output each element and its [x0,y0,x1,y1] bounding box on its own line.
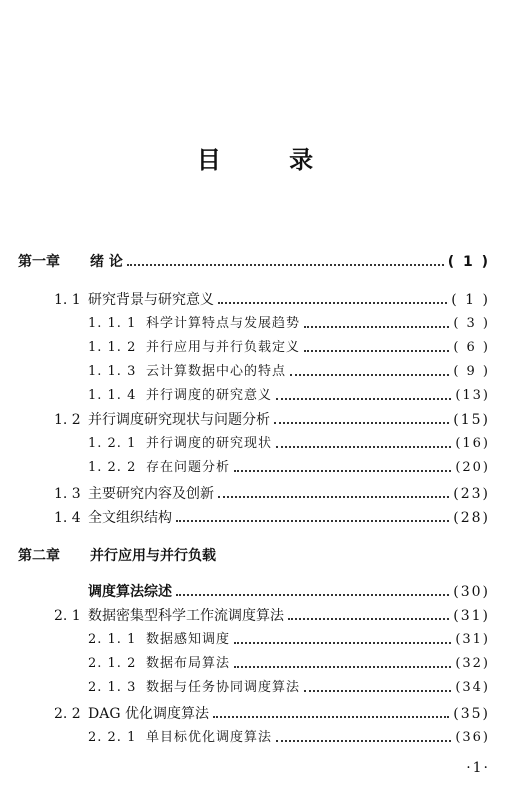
toc-entry-label: 并行应用与并行负载 [90,548,216,564]
toc-entry-number: 1. 1 [54,292,81,308]
toc-entry-page: (30) [453,584,490,600]
toc-entry-page: (31) [455,632,490,647]
toc-entry-number: 1. 4 [54,510,81,526]
toc-entry[interactable] [88,582,490,602]
toc-entry-number: 2. 1. 2 [88,656,137,671]
toc-entry-label: 并行应用与并行负载定义 [146,340,301,355]
toc-entry-page: (32) [455,656,490,671]
toc-entry-page: ( 1 ) [451,292,490,308]
toc-entry[interactable] [88,434,490,454]
toc-entry-page: (13) [455,388,490,403]
toc-entry-page: ( 3 ) [453,316,490,331]
page-title: 目 录 [196,145,344,174]
toc-entry-label: 全文组织结构 [88,510,172,526]
toc-entry-label: 数据密集型科学工作流调度算法 [88,608,284,624]
toc-entry-label: 调度算法综述 [88,584,172,600]
toc-entry[interactable] [88,386,490,406]
toc-leader-dots [176,594,449,596]
toc-entry-label: 单目标优化调度算法 [146,730,273,745]
toc-entry[interactable] [88,630,490,650]
toc-entry[interactable] [54,704,490,724]
page-number-footer: ·1· [466,760,490,776]
toc-entry-number: 1. 3 [54,486,81,502]
toc-entry[interactable] [54,484,490,504]
toc-leader-dots [234,470,451,472]
toc-entry[interactable] [88,654,490,674]
toc-leader-dots [234,666,451,668]
toc-entry-number: 2. 1. 1 [88,632,137,647]
toc-entry-number: 1. 1. 2 [88,340,137,355]
toc-entry[interactable] [88,362,490,382]
toc-entry-label: 云计算数据中心的特点 [146,364,287,379]
toc-entry-page: (31) [453,608,490,624]
toc-leader-dots [274,422,449,424]
toc-leader-dots [218,496,449,498]
toc-leader-dots [288,618,449,620]
toc-entry-number: 1. 2. 1 [88,436,137,451]
toc-entry-number: 2. 1. 3 [88,680,137,695]
toc-leader-dots [304,690,451,692]
toc-entry-label: 并行调度的研究意义 [146,388,273,403]
toc-entry-label: 科学计算特点与发展趋势 [146,316,301,331]
toc-entry-label: 并行调度的研究现状 [146,436,273,451]
toc-entry[interactable] [88,314,490,334]
toc-entry[interactable] [54,290,490,310]
toc-entry-label: 并行调度研究现状与问题分析 [88,412,270,428]
toc-entry-page: ( 6 ) [453,340,490,355]
toc-leader-dots [304,350,449,352]
toc-entry[interactable] [18,546,490,566]
toc-entry-label: DAG 优化调度算法 [88,706,209,722]
toc-entry[interactable] [88,728,490,748]
toc-entry-label: 数据与任务协同调度算法 [146,680,301,695]
toc-entry-number: 1. 1. 1 [88,316,137,331]
toc-entry-page: (16) [455,436,490,451]
toc-entry-page: (15) [453,412,490,428]
toc-entry-label: 研究背景与研究意义 [88,292,214,308]
toc-entry-number: 2. 1 [54,608,81,624]
toc-entry[interactable] [88,458,490,478]
toc-entry-number: 1. 1. 4 [88,388,137,403]
toc-leader-dots [218,302,447,304]
toc-leader-dots [127,264,444,266]
toc-entry-number: 第二章 [18,548,60,564]
toc-entry[interactable] [18,252,490,272]
toc-entry-page: ( 1 ) [447,254,490,270]
toc-leader-dots [290,374,449,376]
toc-entry-page: ( 9 ) [453,364,490,379]
toc-entry-label: 主要研究内容及创新 [88,486,214,502]
toc-entry-number: 2. 2 [54,706,81,722]
toc-entry-page: (20) [455,460,490,475]
toc-entry-page: (28) [453,510,490,526]
toc-entry[interactable] [54,410,490,430]
toc-entry-page: (23) [453,486,490,502]
toc-entry[interactable] [88,338,490,358]
toc-entry-page: (34) [455,680,490,695]
toc-entry-number: 2. 2. 1 [88,730,137,745]
toc-leader-dots [304,326,449,328]
toc-entry-number: 第一章 [18,254,60,270]
toc-entry-number: 1. 1. 3 [88,364,137,379]
toc-leader-dots [234,642,451,644]
toc-entry-number: 1. 2. 2 [88,460,137,475]
toc-leader-dots [276,740,451,742]
toc-leader-dots [276,398,451,400]
toc-leader-dots [213,716,449,718]
toc-entry[interactable] [54,606,490,626]
toc-entry-number: 1. 2 [54,412,81,428]
toc-entry-label: 数据感知调度 [146,632,231,647]
toc-entry-page: (35) [453,706,490,722]
toc-entry-page: (36) [455,730,490,745]
toc-entry-label: 数据布局算法 [146,656,231,671]
toc-entry[interactable] [88,678,490,698]
toc-entry[interactable] [54,508,490,528]
toc-leader-dots [276,446,451,448]
toc-entry-label: 绪 论 [90,254,123,270]
toc-entry-label: 存在问题分析 [146,460,231,475]
toc-leader-dots [176,520,449,522]
